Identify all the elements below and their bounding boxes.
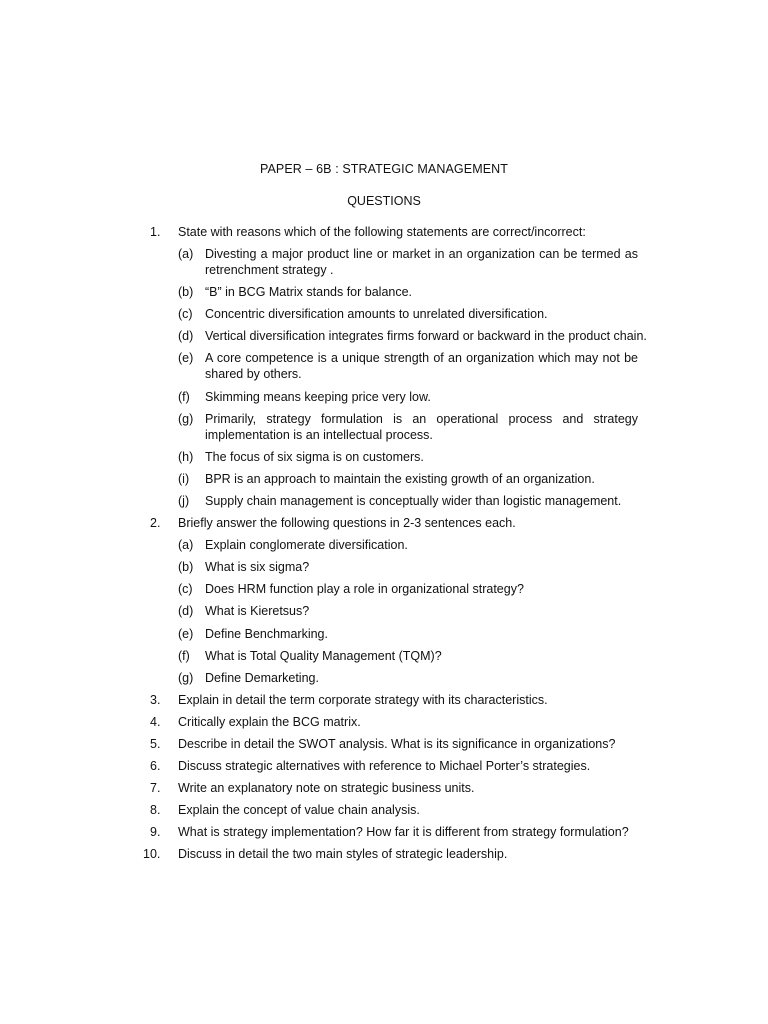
question-number: 10. xyxy=(143,847,161,861)
question-number: 8. xyxy=(150,803,161,817)
part-letter: (i) xyxy=(178,472,190,486)
part-text: Divesting a major product line or market in an organization can be termed as retrenchment strategy . xyxy=(205,247,638,277)
question-text: State with reasons which of the following statements are correct/incorrect: xyxy=(178,225,586,239)
part-letter: (g) xyxy=(178,412,194,426)
part-text: A core competence is a unique strength of an organization which may not be shared by others. xyxy=(205,351,638,381)
question-text: Write an explanatory note on strategic business units. xyxy=(178,781,475,795)
part-text: BPR is an approach to maintain the existing growth of an organization. xyxy=(205,472,595,486)
part-letter: (d) xyxy=(178,329,194,343)
question-text: What is strategy implementation? How far it is different from strategy formulation? xyxy=(178,825,629,839)
question-number: 5. xyxy=(150,737,161,751)
part-text: What is Kieretsus? xyxy=(205,604,310,618)
question-number: 9. xyxy=(150,825,161,839)
question-text: Explain in detail the term corporate strategy with its characteristics. xyxy=(178,693,548,707)
part-text: What is Total Quality Management (TQM)? xyxy=(205,649,442,663)
part-text: Concentric diversification amounts to unrelated diversification. xyxy=(205,307,548,321)
part-text: Does HRM function play a role in organizational strategy? xyxy=(205,582,524,596)
part-text: Vertical diversification integrates firms forward or backward in the product chain. xyxy=(205,329,647,343)
question-text: Discuss in detail the two main styles of strategic leadership. xyxy=(178,847,508,861)
paper-title: PAPER – 6B : STRATEGIC MANAGEMENT xyxy=(259,162,509,176)
part-letter: (a) xyxy=(178,538,194,552)
question-text: Explain the concept of value chain analysis. xyxy=(178,803,420,817)
part-letter: (b) xyxy=(178,560,194,574)
part-letter: (c) xyxy=(178,582,193,596)
question-text: Describe in detail the SWOT analysis. What is its significance in organizations? xyxy=(178,737,616,751)
part-letter: (c) xyxy=(178,307,193,321)
question-number: 3. xyxy=(150,693,161,707)
question-number: 4. xyxy=(150,715,161,729)
part-text: Skimming means keeping price very low. xyxy=(205,390,431,404)
part-letter: (e) xyxy=(178,351,194,365)
part-text: Explain conglomerate diversification. xyxy=(205,538,408,552)
part-letter: (a) xyxy=(178,247,194,261)
part-text: Define Benchmarking. xyxy=(205,627,328,641)
part-text: Supply chain management is conceptually wider than logistic management. xyxy=(205,494,622,508)
part-letter: (j) xyxy=(178,494,190,508)
question-number: 1. xyxy=(150,225,161,239)
part-letter: (b) xyxy=(178,285,194,299)
question-text: Critically explain the BCG matrix. xyxy=(178,715,361,729)
part-text: Define Demarketing. xyxy=(205,671,319,685)
part-letter: (f) xyxy=(178,649,190,663)
part-letter: (h) xyxy=(178,450,194,464)
question-number: 2. xyxy=(150,516,161,530)
question-number: 6. xyxy=(150,759,161,773)
part-letter: (e) xyxy=(178,627,194,641)
section-heading: QUESTIONS xyxy=(347,194,421,208)
part-text: The focus of six sigma is on customers. xyxy=(205,450,424,464)
part-letter: (g) xyxy=(178,671,194,685)
part-text: Primarily, strategy formulation is an operational process and strategy implementation is an intellectual process. xyxy=(205,412,638,442)
part-letter: (f) xyxy=(178,390,190,404)
question-number: 7. xyxy=(150,781,161,795)
question-text: Briefly answer the following questions in 2-3 sentences each. xyxy=(178,516,516,530)
part-letter: (d) xyxy=(178,604,194,618)
question-text: Discuss strategic alternatives with reference to Michael Porter’s strategies. xyxy=(178,759,591,773)
part-text: What is six sigma? xyxy=(205,560,310,574)
part-text: “B” in BCG Matrix stands for balance. xyxy=(205,285,413,299)
